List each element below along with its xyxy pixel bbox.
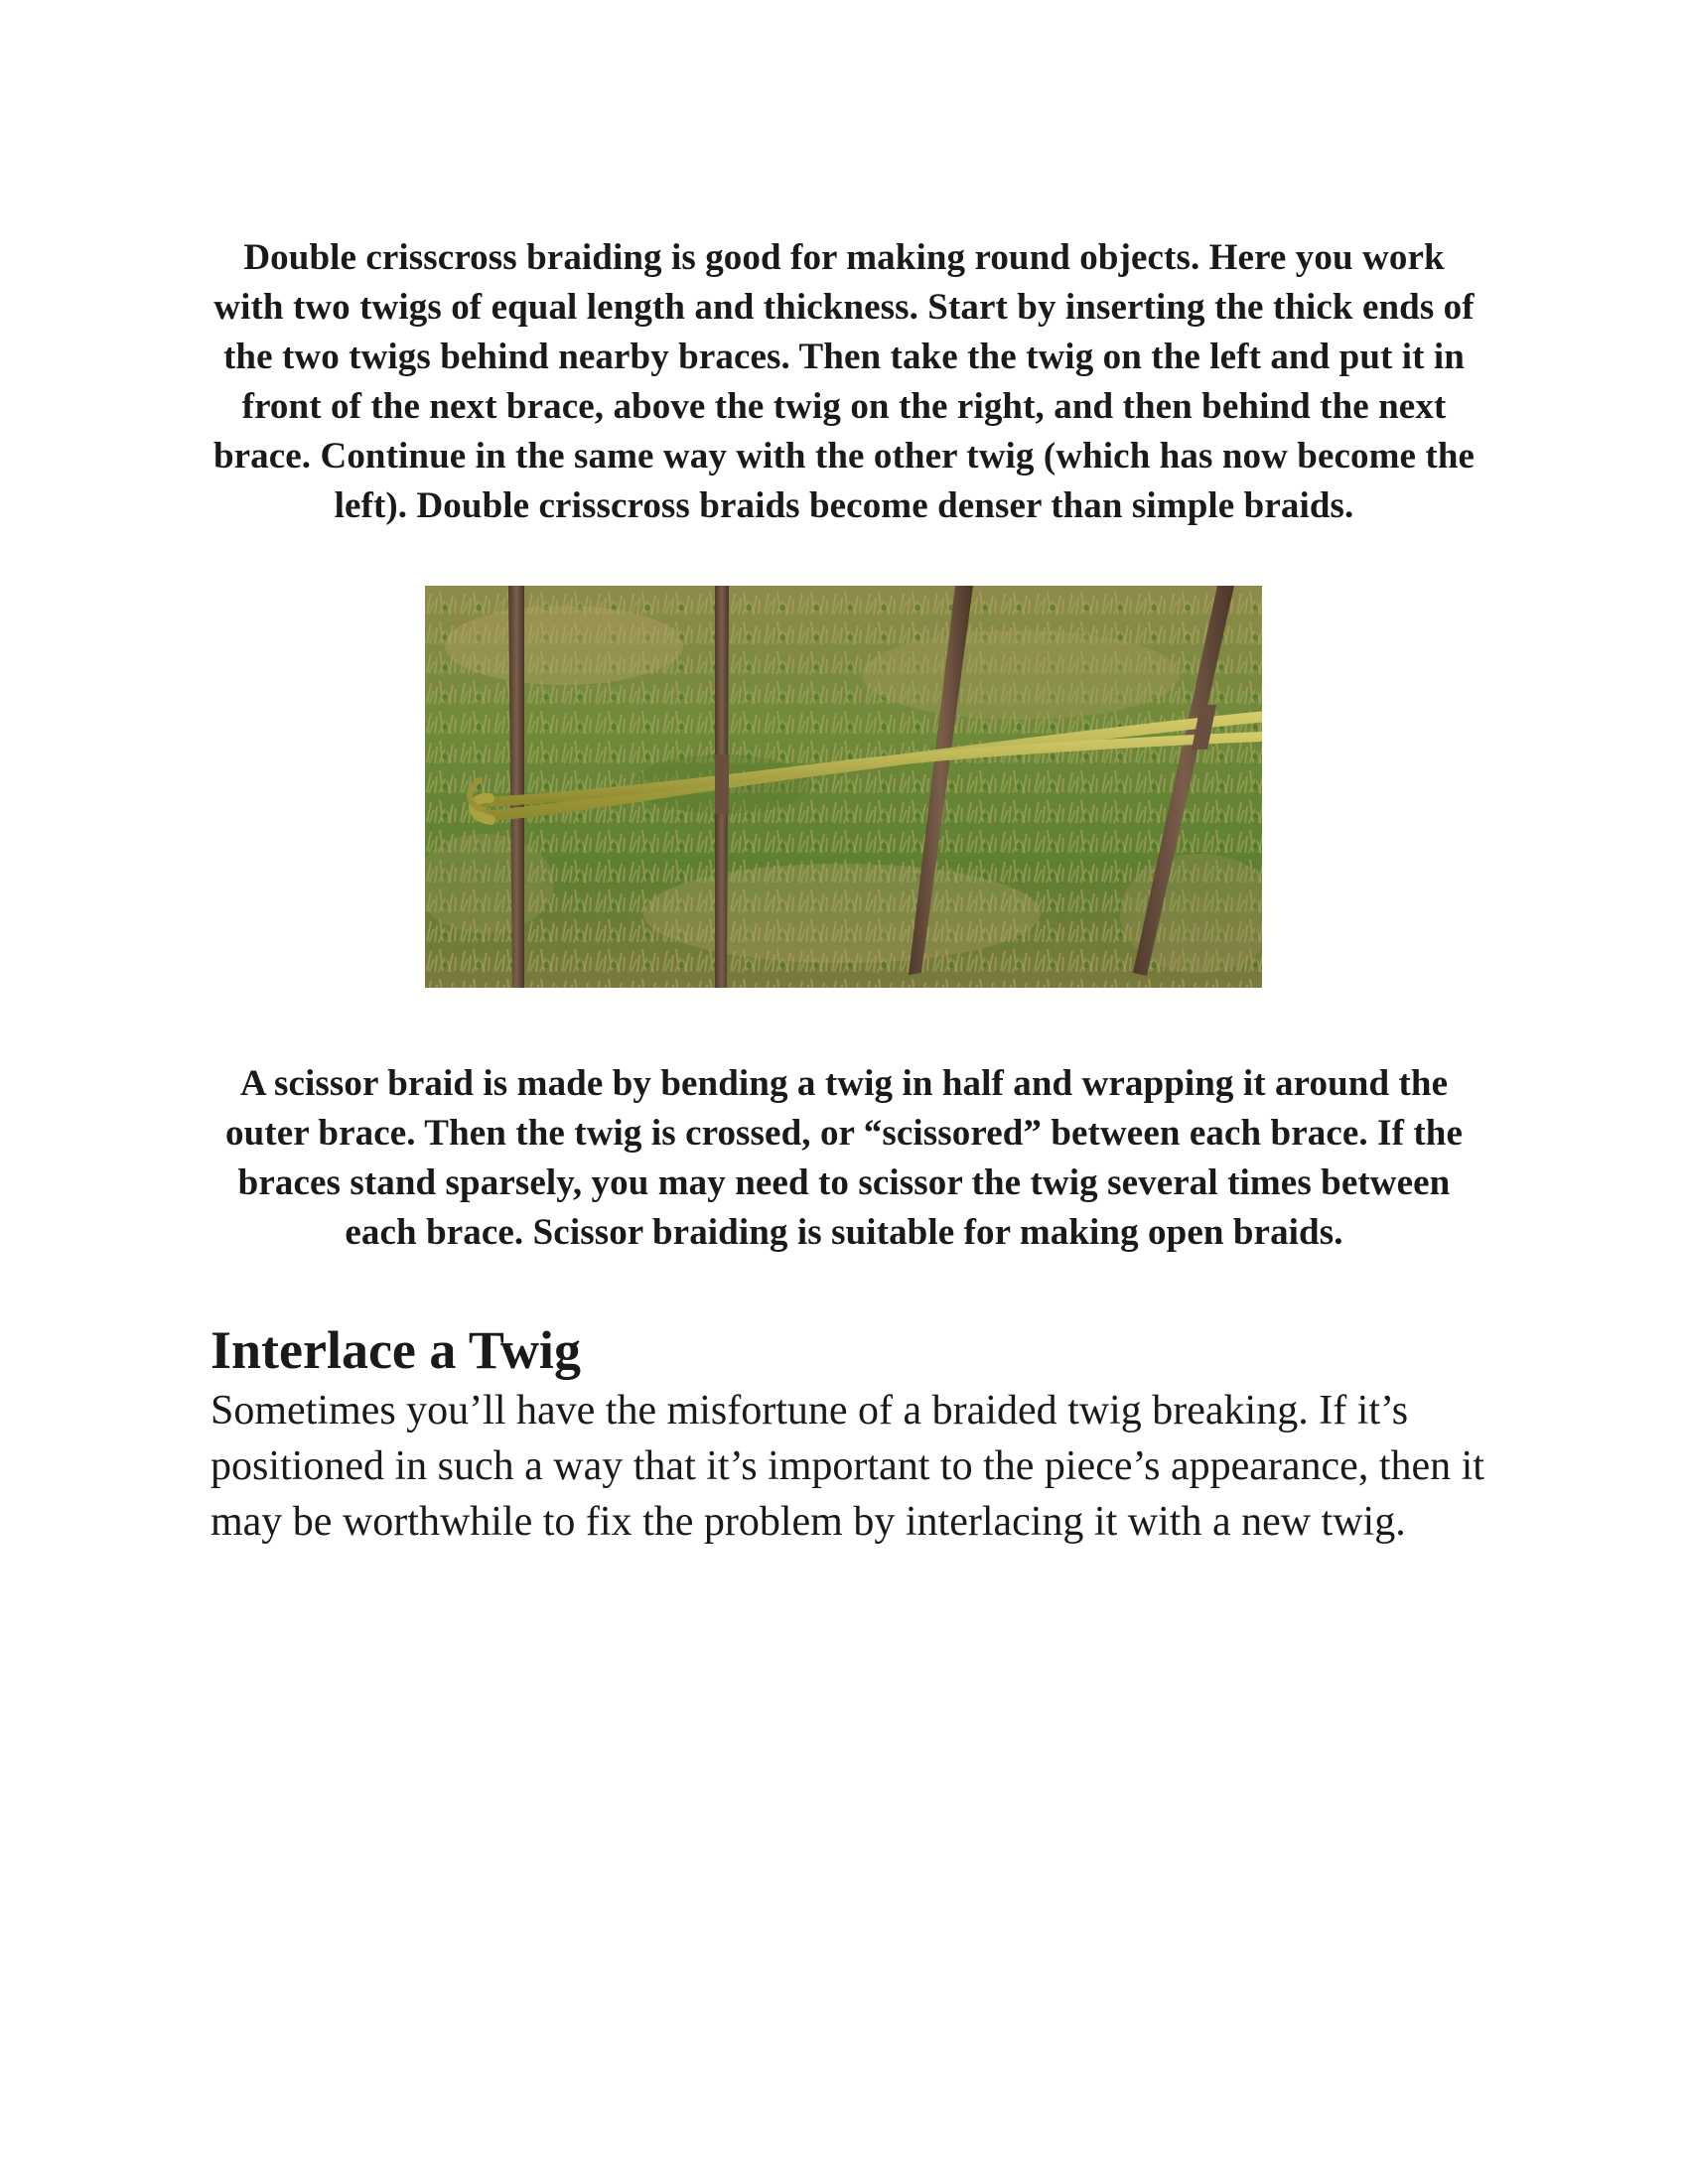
braided-twigs-photo bbox=[425, 586, 1262, 988]
braided-twigs-illustration bbox=[425, 586, 1262, 988]
section-heading: Interlace a Twig bbox=[211, 1320, 581, 1380]
photo-caption-double-crisscross: Double crisscross braiding is good for making round objects. Here you work with two twigs of equal length and thickness. Start by inserting the thick ends of the two twigs behind nearby braces. Then take the twig on the left and put it in front of the next brace, above the twig on the right, and then behind the next brace. Continue in the same way with the other twig (which has now become the left). Double crisscross braids become denser than simple braids. bbox=[212, 237, 1476, 526]
section-body-text: Sometimes you’ll have the misfortune of a braided twig breaking. If it’s positioned in such a way that it’s important to the piece’s appearance, then it may be worthwhile to fix the problem by interlacing it with a new twig. bbox=[211, 1388, 1484, 1545]
photo-caption-scissor-braid: A scissor braid is made by bending a twig in half and wrapping it around the outer brace. Then the twig is crossed, or “scissored” between each brace. If the braces stand sparsely, you may need to scissor the twig several times between each brace. Scissor braiding is suitable for making open braids. bbox=[225, 1063, 1463, 1253]
